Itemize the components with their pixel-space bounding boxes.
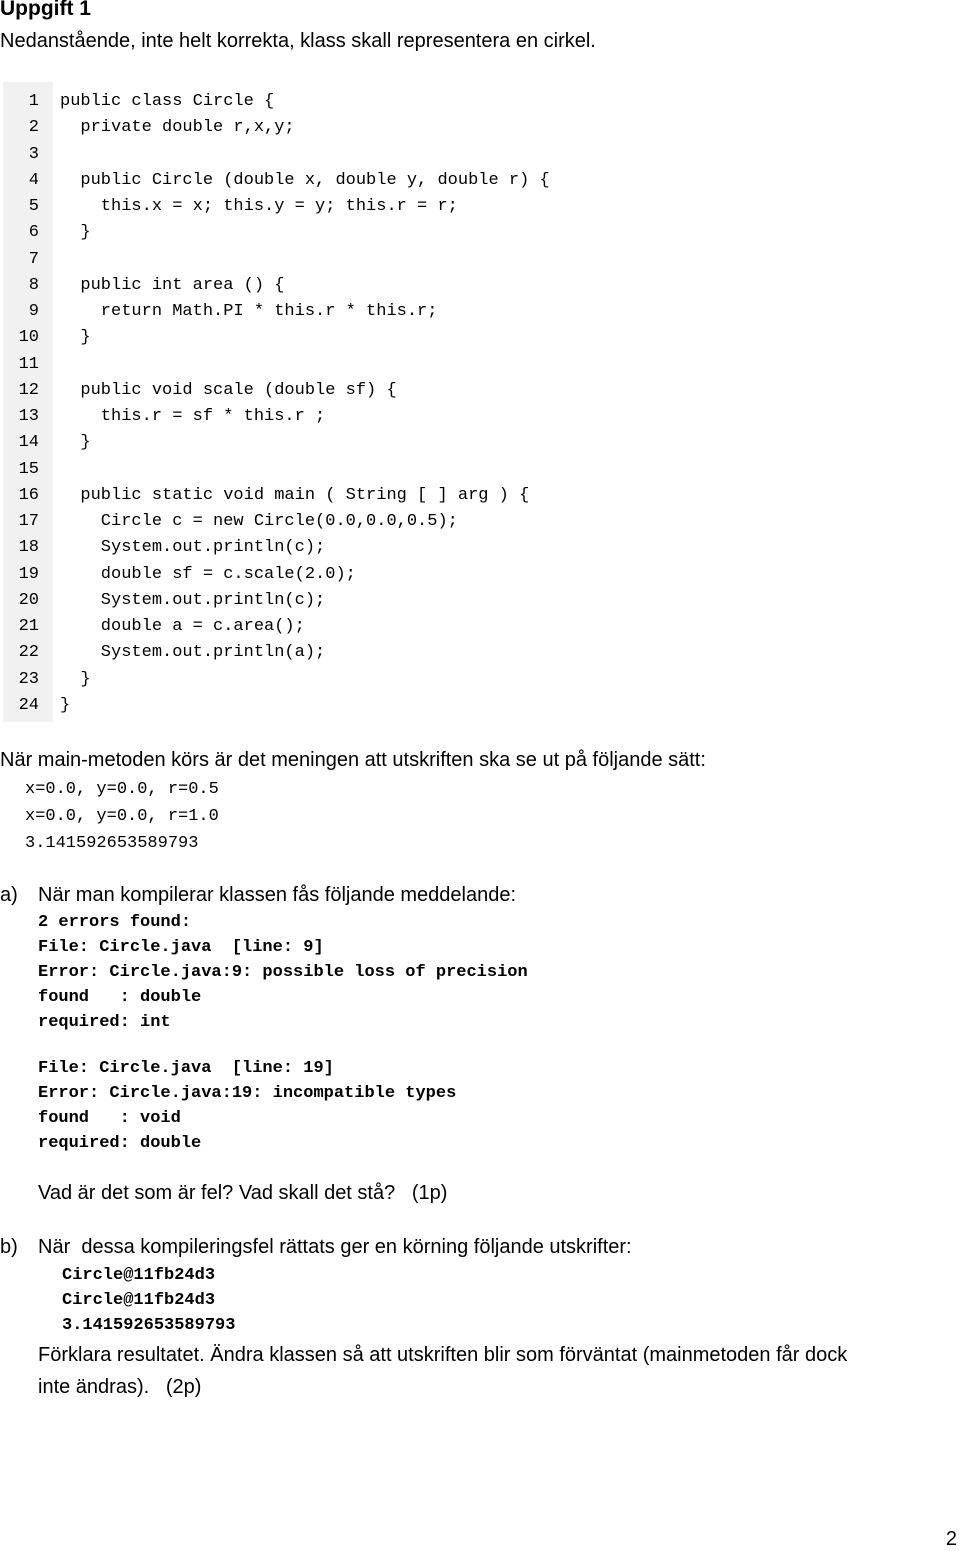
line-number: 7 <box>28 249 39 269</box>
expected-output-intro: När main-metoden körs är det meningen att utskriften ska se ut på följande sätt: <box>0 749 706 771</box>
code-text: double sf = c.scale(2.0); <box>60 564 356 584</box>
part-b-question: Förklara resultatet. Ändra klassen så att utskriften blir som förväntat (mainmetoden får dock <box>38 1344 848 1366</box>
compiler-output-line: required: int <box>38 1013 171 1032</box>
code-text: double a = c.area(); <box>60 617 305 636</box>
compiler-output-line: Error: Circle.java:19: incompatible types <box>38 1084 457 1103</box>
line-number: 15 <box>18 459 39 479</box>
code-text: } <box>60 433 91 453</box>
compiler-output-line: File: Circle.java [line: 9] <box>38 938 324 957</box>
code-listing <box>3 82 603 722</box>
code-text: } <box>60 695 71 715</box>
compiler-output-line: required: double <box>38 1134 202 1153</box>
line-number: 16 <box>18 485 39 505</box>
line-number: 20 <box>18 590 39 610</box>
task-heading: Uppgift 1 <box>0 0 91 20</box>
run-output-line: Circle@11fb24d3 <box>62 1291 216 1310</box>
line-number: 13 <box>18 407 39 426</box>
page-number: 2 <box>945 1528 957 1550</box>
code-text: } <box>60 328 91 348</box>
line-number: 19 <box>18 564 39 584</box>
expected-output-line: x=0.0, y=0.0, r=1.0 <box>25 807 219 826</box>
part-b-text: När dessa kompileringsfel rättats ger en körning följande utskrifter: <box>38 1236 632 1258</box>
line-number: 4 <box>28 170 39 190</box>
code-text: this.x = x; this.y = y; this.r = r; <box>60 197 458 216</box>
code-text: } <box>60 223 91 243</box>
line-number: 9 <box>28 302 39 321</box>
code-text: System.out.println(a); <box>60 643 326 663</box>
line-number: 18 <box>18 538 39 558</box>
part-b-question-continued: inte ändras). (2p) <box>38 1376 202 1398</box>
line-number: 5 <box>28 197 39 216</box>
run-output-line: 3.141592653589793 <box>62 1316 236 1335</box>
expected-output-line: x=0.0, y=0.0, r=0.5 <box>25 780 219 799</box>
line-number: 11 <box>18 354 39 374</box>
line-number: 22 <box>18 643 39 663</box>
code-text: this.r = sf * this.r ; <box>60 407 326 426</box>
line-number: 8 <box>28 275 39 295</box>
line-number: 17 <box>18 512 39 531</box>
code-text: System.out.println(c); <box>60 538 326 558</box>
line-number: 10 <box>18 328 39 348</box>
part-a-text: När man kompilerar klassen fås följande meddelande: <box>38 884 517 906</box>
code-text: System.out.println(c); <box>60 590 326 610</box>
line-number: 24 <box>18 695 39 715</box>
line-number: 3 <box>28 144 39 164</box>
line-number: 12 <box>18 380 39 400</box>
code-text: return Math.PI * this.r * this.r; <box>60 302 438 321</box>
code-text: Circle c = new Circle(0.0,0.0,0.5); <box>60 512 458 531</box>
code-text: private double r,x,y; <box>60 118 295 138</box>
part-a-label: a) <box>0 884 18 906</box>
code-text: public void scale (double sf) { <box>60 380 397 400</box>
code-text: } <box>60 669 91 689</box>
line-number: 6 <box>28 223 39 243</box>
line-number: 1 <box>28 92 39 111</box>
code-text: public static void main ( String [ ] arg ) { <box>60 485 530 505</box>
line-number: 21 <box>18 617 39 636</box>
expected-output-line: 3.141592653589793 <box>25 834 199 853</box>
compiler-output-line: found : void <box>38 1109 181 1128</box>
line-number: 14 <box>18 433 39 453</box>
line-number: 23 <box>18 669 39 689</box>
run-output-line: Circle@11fb24d3 <box>62 1266 216 1285</box>
compiler-output-line: File: Circle.java [line: 19] <box>38 1059 334 1078</box>
line-number: 2 <box>28 118 39 138</box>
task-intro: Nedanstående, inte helt korrekta, klass skall representera en cirkel. <box>0 30 596 52</box>
code-text: public class Circle { <box>60 92 275 111</box>
part-a-question: Vad är det som är fel? Vad skall det stå? (1p) <box>38 1182 448 1204</box>
code-text: public int area () { <box>60 275 285 295</box>
compiler-output-line: found : double <box>38 988 202 1007</box>
compiler-output-line: 2 errors found: <box>38 913 192 932</box>
code-text: public Circle (double x, double y, double r) { <box>60 170 550 190</box>
part-b-label: b) <box>0 1236 18 1258</box>
compiler-output-line: Error: Circle.java:9: possible loss of precision <box>38 963 528 982</box>
